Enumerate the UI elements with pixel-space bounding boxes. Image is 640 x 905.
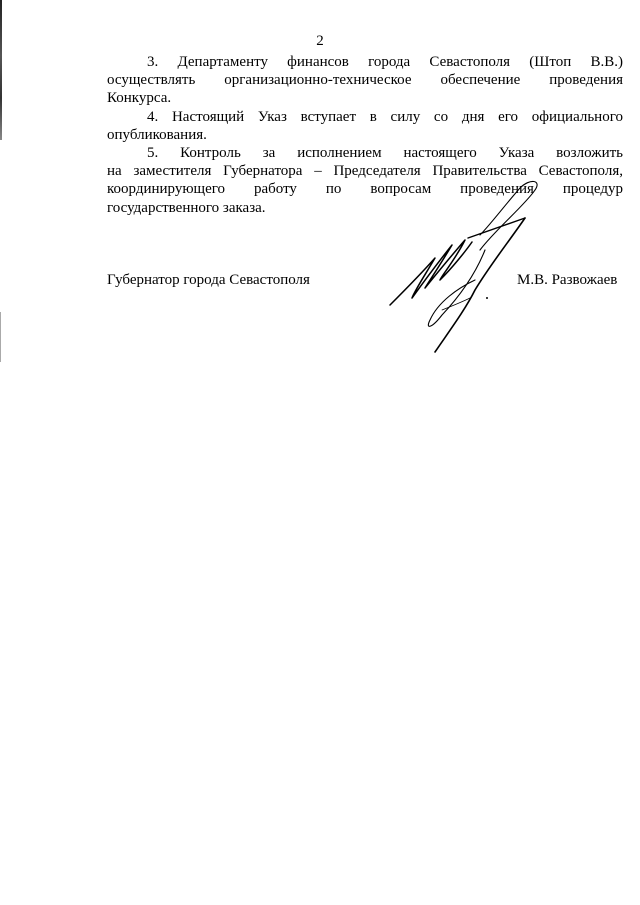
text-line: опубликования. bbox=[107, 126, 207, 143]
text-line: Конкурса. bbox=[107, 90, 172, 107]
scan-edge-artifact bbox=[0, 312, 1, 362]
paragraph-5 bbox=[107, 144, 623, 217]
signatory-title: Губернатор города Севастополя bbox=[107, 272, 310, 288]
paragraph-4 bbox=[107, 108, 623, 144]
text-line: 5. Контроль за исполнением настоящего Указа возложить bbox=[147, 145, 623, 162]
text-line: на заместителя Губернатора – Председателя Правительства Севастополя, bbox=[107, 163, 623, 180]
text-line: государственного заказа. bbox=[107, 199, 266, 216]
text-line: 4. Настоящий Указ вступает в силу со дня его официального bbox=[147, 108, 623, 125]
text-line: 3. Департаменту финансов города Севастополя (Штоп В.В.) bbox=[147, 54, 623, 70]
signatory-name: М.В. Развожаев bbox=[517, 272, 618, 288]
handwritten-signature-icon bbox=[380, 180, 540, 360]
page-number: 2 bbox=[316, 33, 324, 49]
document-body bbox=[107, 53, 623, 217]
paragraph-3 bbox=[107, 53, 623, 108]
text-line: осуществлять организационно-техническое обеспечение проведения bbox=[107, 72, 623, 89]
text-line: координирующего работу по вопросам проведения процедур bbox=[107, 181, 623, 198]
scan-edge-artifact bbox=[0, 0, 2, 140]
